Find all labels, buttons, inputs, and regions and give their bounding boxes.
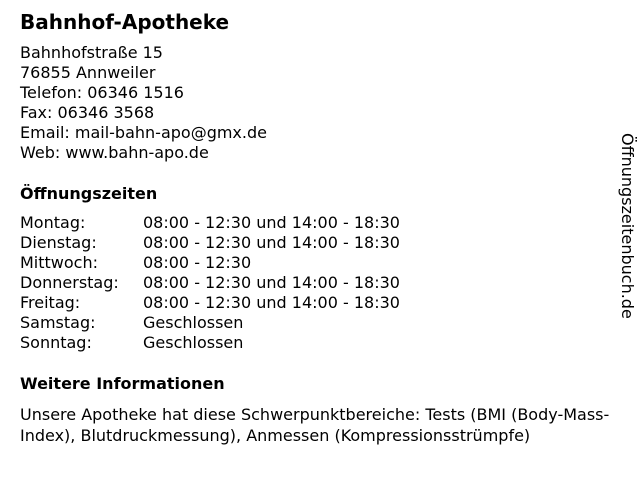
time-value: Geschlossen <box>143 333 244 352</box>
day-label: Donnerstag: <box>20 273 119 292</box>
time-value: 08:00 - 12:30 und 14:00 - 18:30 <box>143 233 400 252</box>
day-label: Samstag: <box>20 313 96 332</box>
contact-block <box>20 43 267 163</box>
further-info-text: Unsere Apotheke hat diese Schwerpunktbereiche: Tests (BMI (Body-Mass-Index), Blutdruckmessung), Anmessen (Kompressionsstrümpfe) <box>20 405 610 445</box>
phone-number: Telefon: 06346 1516 <box>20 83 184 102</box>
time-value: Geschlossen <box>143 313 244 332</box>
day-label: Dienstag: <box>20 233 97 252</box>
email-address: Email: mail-bahn-apo@gmx.de <box>20 123 267 142</box>
brand-watermark: Öffnungszeitenbuch.de <box>618 133 637 319</box>
day-label: Freitag: <box>20 293 81 312</box>
street-address: Bahnhofstraße 15 <box>20 43 163 62</box>
pharmacy-name: Bahnhof-Apotheke <box>20 10 230 34</box>
website-address: Web: www.bahn-apo.de <box>20 143 209 162</box>
day-label: Mittwoch: <box>20 253 98 272</box>
city-address: 76855 Annweiler <box>20 63 156 82</box>
time-value: 08:00 - 12:30 und 14:00 - 18:30 <box>143 273 400 292</box>
time-value: 08:00 - 12:30 und 14:00 - 18:30 <box>143 213 400 232</box>
opening-hours-heading: Öffnungszeiten <box>20 184 158 203</box>
fax-number: Fax: 06346 3568 <box>20 103 155 122</box>
further-info-heading: Weitere Informationen <box>20 374 225 393</box>
day-label: Sonntag: <box>20 333 92 352</box>
time-value: 08:00 - 12:30 <box>143 253 252 272</box>
time-value: 08:00 - 12:30 und 14:00 - 18:30 <box>143 293 400 312</box>
day-label: Montag: <box>20 213 86 232</box>
